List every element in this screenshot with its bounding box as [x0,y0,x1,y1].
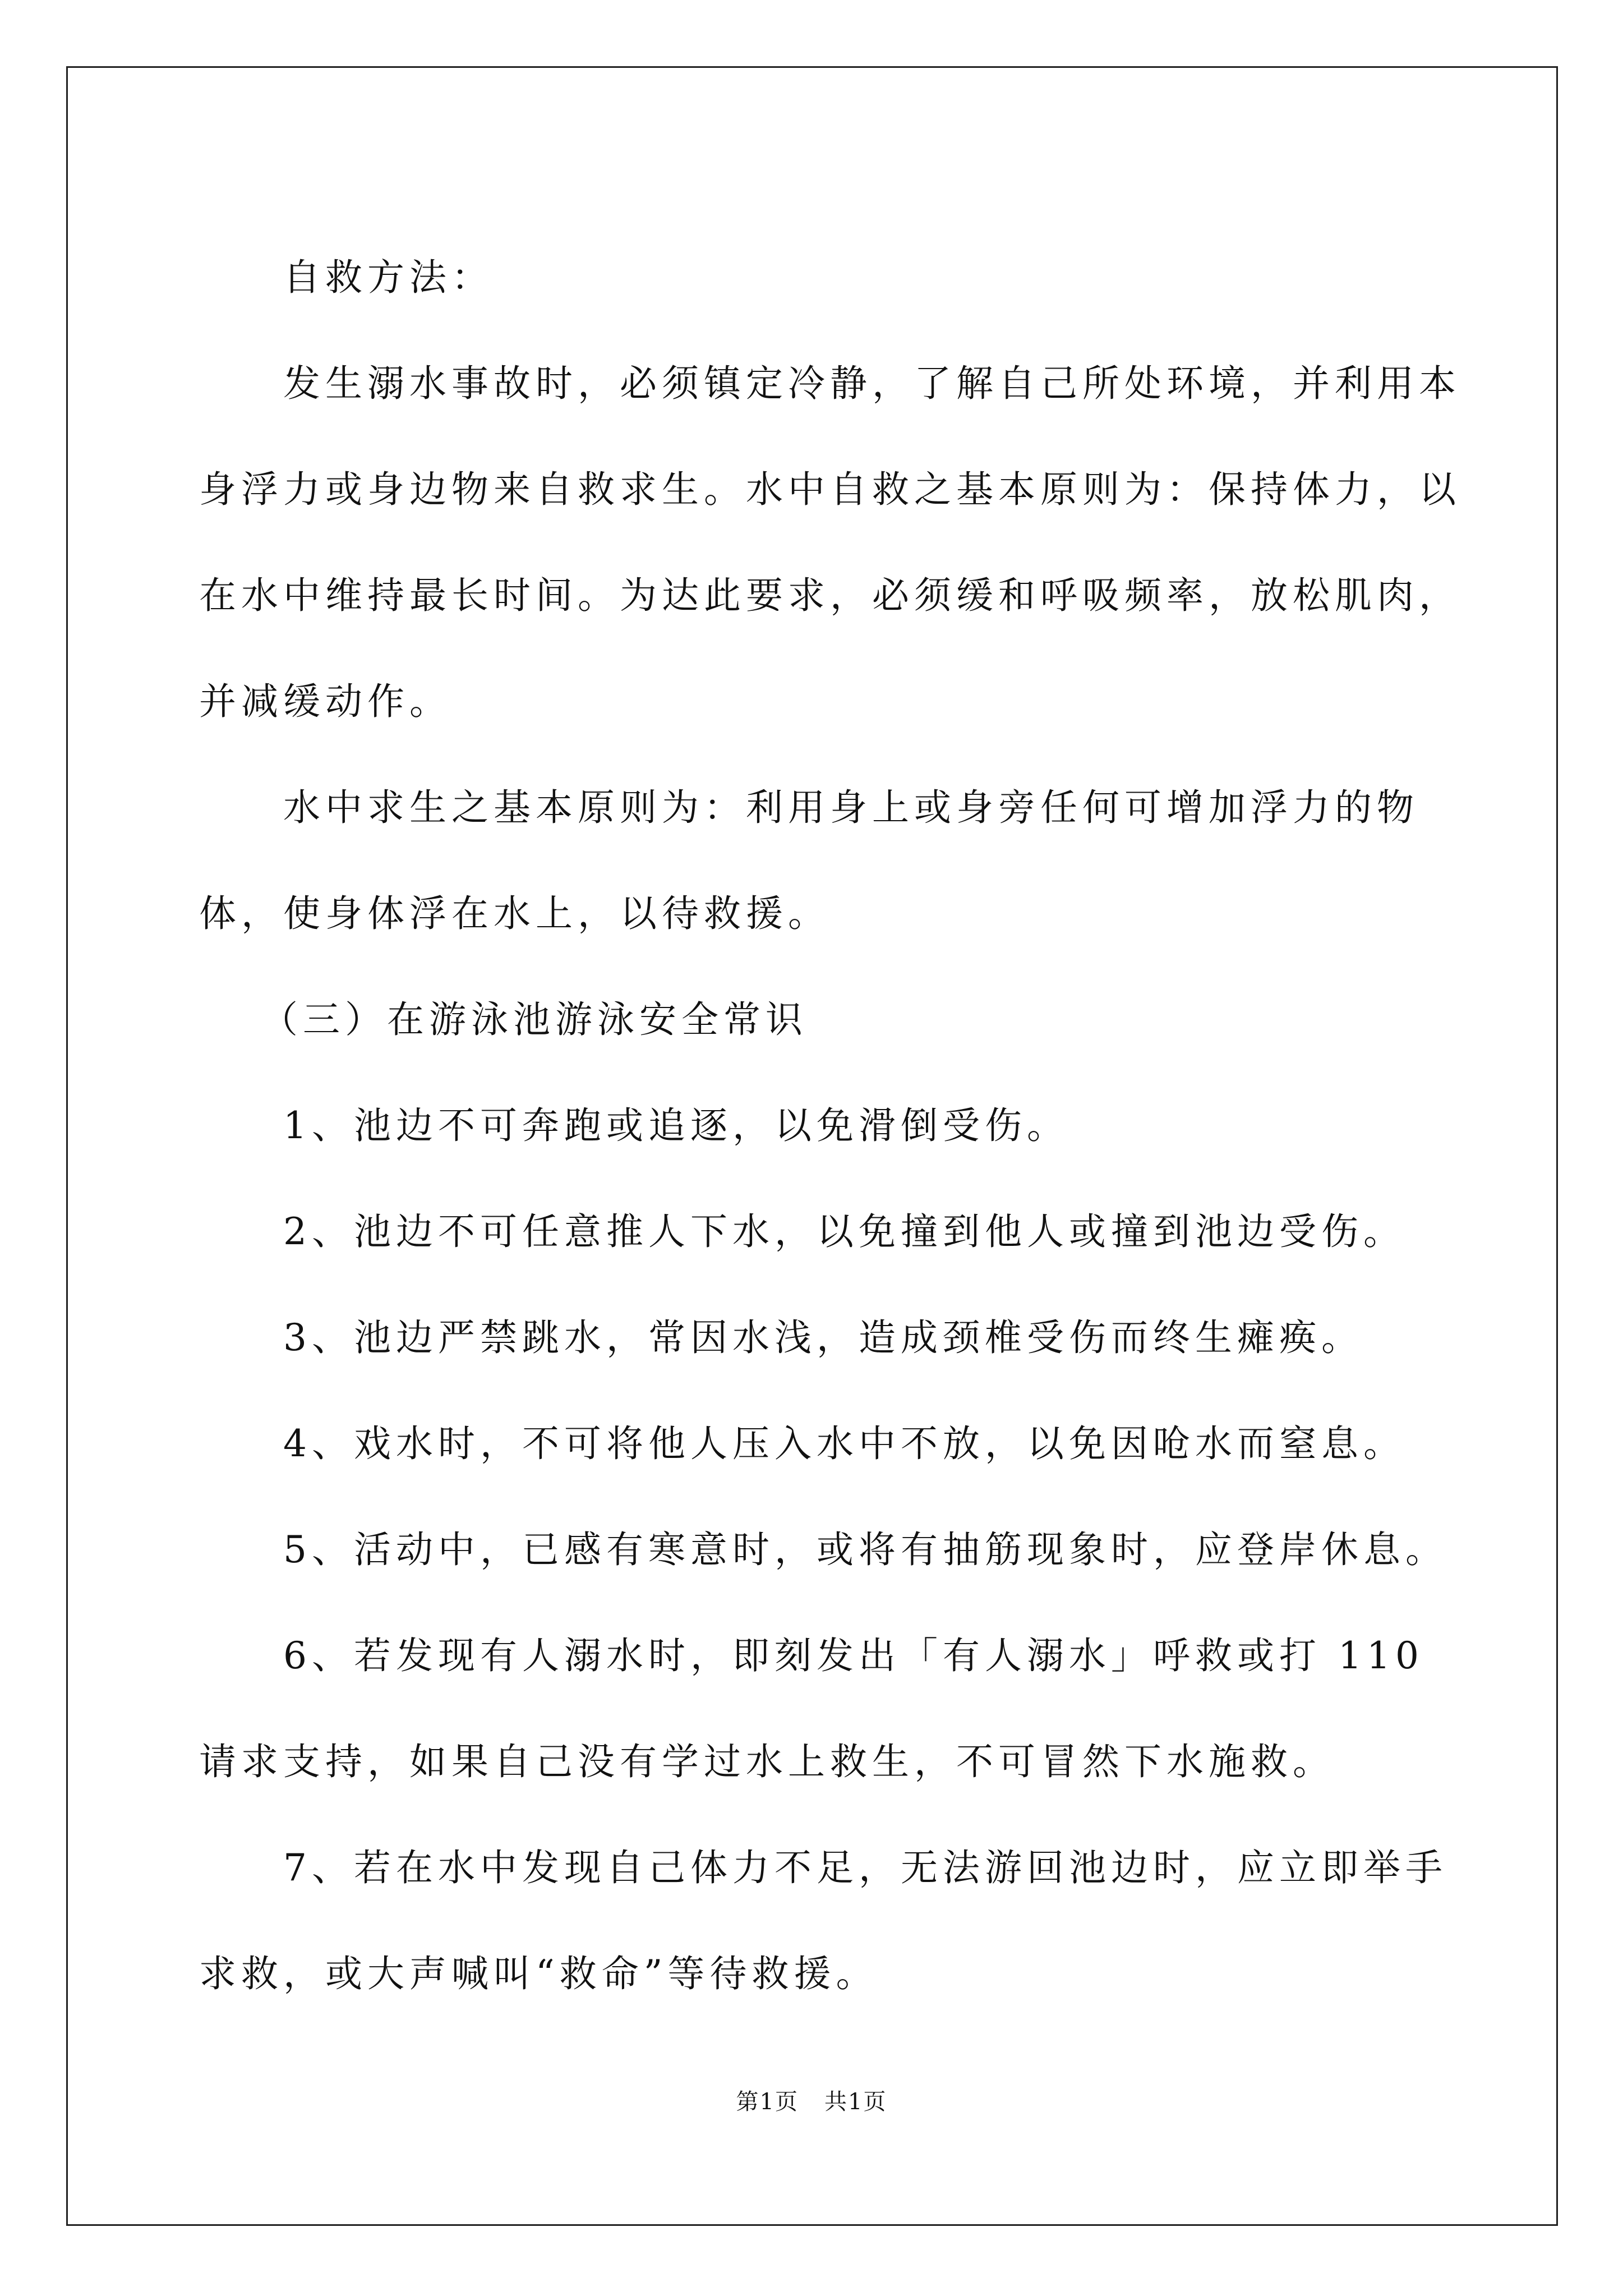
page-total: 共1页 [824,2089,887,2115]
survival-principle-paragraph: 水中求生之基本原则为：利用身上或身旁任何可增加浮力的物体，使身体浮在水上，以待救援。 [199,786,1419,935]
safety-rule-1: 1、池边不可奔跑或追逐，以免滑倒受伤。 [283,1104,1069,1147]
self-rescue-paragraph: 发生溺水事故时，必须镇定冷静，了解自己所处环境，并利用本身浮力或身边物来自救求生。水中自救之基本原则为：保持体力，以在水中维持最长时间。为达此要求，必须缓和呼吸频率，放松肌肉，并减缓动作。 [199,362,1461,723]
safety-rule-2: 2、池边不可任意推人下水，以免撞到他人或撞到池边受伤。 [283,1210,1405,1253]
pool-safety-heading: （三）在游泳池游泳安全常识 [261,998,808,1041]
safety-rule-6: 6、若发现有人溺水时，即刻发出「有人溺水」呼救或打 110 请求支持，如果自己没有学过水上救生，不可冒然下水施救。 [199,1634,1424,1783]
page-number: 第1页 [736,2089,799,2115]
document-body [199,224,1467,2027]
safety-rule-5: 5、活动中，已感有寒意时，或将有抽筋现象时，应登岸休息。 [283,1528,1447,1571]
safety-rule-4: 4、戏水时，不可将他人压入水中不放，以免因呛水而窒息。 [283,1422,1405,1465]
self-rescue-heading: 自救方法： [283,256,494,299]
safety-rule-7: 7、若在水中发现自己体力不足，无法游回池边时，应立即举手求救，或大声喊叫“救命”等待救援。 [199,1846,1447,1995]
safety-rule-3: 3、池边严禁跳水，常因水浅，造成颈椎受伤而终生瘫痪。 [283,1316,1363,1359]
page-footer [0,2084,1623,2116]
